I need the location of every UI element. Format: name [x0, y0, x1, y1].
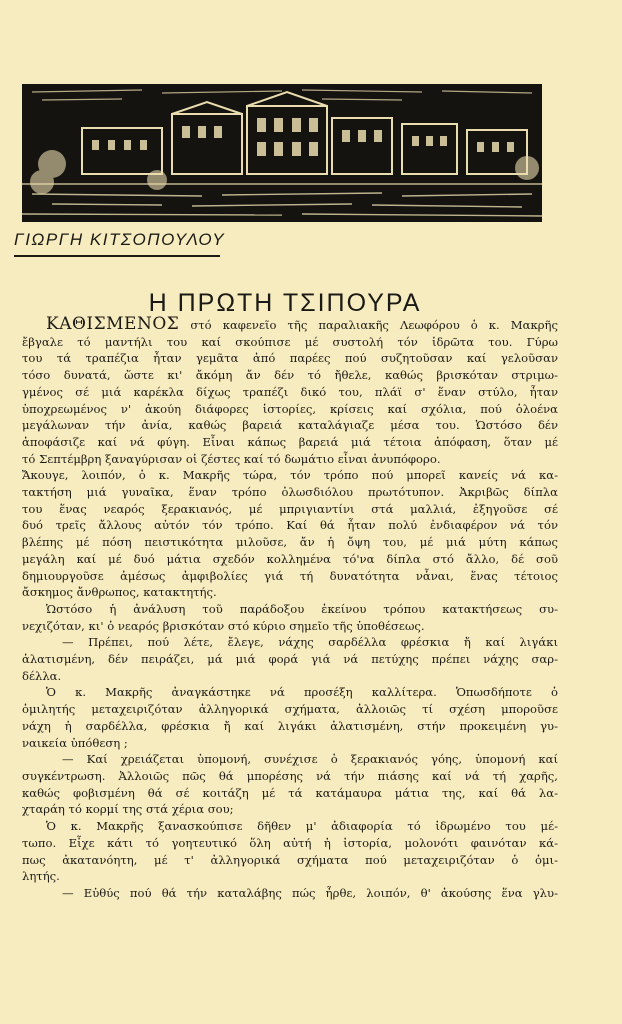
text-line: ἔβγαλε τό μαντήλι του καί σκούπισε μέ συστολή τόν ἱδρῶτα του. Γύρω — [22, 334, 558, 349]
text-line: του τά τραπέζια ἦταν γεμᾶτα ἀπό παρέες πού συζητοῦσαν καί γελοῦσαν — [22, 351, 558, 366]
author-underline — [14, 255, 220, 257]
text-line: γμένος σέ μιά καρέκλα δίχως τραπέζι δικό του, πλάϊ σ' ἕναν στύλο, ἦταν — [22, 384, 558, 399]
text-line: Ὁ κ. Μακρῆς ἀναγκάστηκε νά προσέξη καλλίτερα. Ὁπωσδήποτε ὁ — [46, 685, 558, 700]
woodcut-illustration — [22, 84, 542, 222]
text-line: χταράη τό κορμί της στά χέρια σου; — [22, 802, 234, 817]
story-title: Η ΠΡΩΤΗ ΤΣΙΠΟΥΡΑ — [148, 288, 422, 317]
text-line: — Πρέπει, πού λέτε, ἔλεγε, νάχης σαρδέλλα φρέσκια ἤ καί λιγάκι — [62, 635, 558, 650]
text-line: ἁλατισμένη, δέν πειράζει, μά μιά φορά γιά νά πετύχης πρέπει νάχης σαρ- — [22, 652, 558, 667]
text-line: μεγάλωναν τήν ἀνία, καθώς βαρειά καταλάγιαζε μέσα του. Ὡστόσο δέν — [22, 418, 558, 433]
text-line: ἀποφάσιζε καί νά φύγη. Εἶναι κάπως βαρειά μιά τέτοια ἀπόφαση, ὅταν μέ — [22, 434, 558, 449]
text-line: τόσο δυνατά, ὥστε κι' ἄκόμη ἄν δέν τό ἤθελε, καθώς βρισκόταν στριμω- — [22, 368, 558, 383]
text-line: συγκέντρωση. Ἀλλοιῶς πῶς θά μπορέσης νά τήν πιάσης καί νά τή χαρῆς, — [22, 768, 558, 783]
text-line: ὁμιλητής μεταχειριζόταν ἀλληγορικά σχήματα, ἀλλοιῶς τί σχέση μποροῦσε — [22, 702, 558, 717]
text-line: τό Σεπτέμβρη ξαναγύρισαν οἱ ζέστες καί τό δωμάτιο εἶναι ἀνυπόφορο. — [22, 451, 441, 466]
author-name: ΓΙΩΡΓΗ ΚΙΤΣΟΠΟΥΛΟΥ — [14, 230, 226, 249]
harbor-buildings-image — [22, 84, 542, 222]
drop-cap-word: ΚΑΘΙΣΜΕΝΟΣ — [46, 316, 180, 334]
text-line: Ὡστόσο ἡ ἀνάλυση τοῦ παράδοξου ἐκείνου τρόπου κατακτήσεως συ- — [46, 601, 558, 616]
text-line: νεχιζόταν, κι' ὁ νεαρός βρισκόταν στό κύριο σημεῖο τῆς ὑποθέσεως. — [22, 618, 425, 633]
text-line: καθώς φοβισμένη θά σέ κοιτάζη μέ τά κατάμαυρα μάτια της, καί θά λα- — [22, 785, 558, 800]
text-line: — Καί χρειάζεται ὑπομονή, συνέχισε ὁ ξερακιανός γόης, ὑπομονή καί — [62, 752, 558, 767]
text-line: τωπο. Εἶχε κάτι τό γοητευτικό ὅλη αὐτή ἡ ἱστορία, μολονότι φαινόταν κά- — [22, 835, 558, 850]
text-line: ναικεία ὑπόθεση ; — [22, 735, 128, 750]
text-line: του ἕνας νεαρός ξερακιανός, μέ μπριγιαντίνι στά μαλλιά, ἐξηγοῦσε σέ — [22, 501, 558, 516]
text-line: ἄσκημος ἄνθρωπος, κατακτητής. — [22, 585, 217, 600]
story-body — [22, 316, 558, 902]
text-line: λητής. — [22, 869, 60, 884]
text-line: Ἄκουγε, λοιπόν, ὁ κ. Μακρῆς τώρα, τόν τρόπο πού μπορεῖ κανείς νά κα- — [22, 468, 558, 483]
text-line: ΚΑΘΙΣΜΕΝΟΣ στό καφενεῖο τῆς παραλιακῆς Λεωφόρου ὁ κ. Μακρῆς — [46, 316, 558, 334]
text-line: νάχη ἡ σαρδέλλα, φρέσκια ἤ καί λιγάκι ἁλατισμένη, στήν προκειμένη γυ- — [22, 718, 558, 733]
text-line: πως ἀκατανόητη, μέ τ' ἀλληγορικά σχήματα πού μεταχειριζόταν ὁ ὁμι- — [22, 852, 558, 867]
text-line: τακτήση μιά γυναῖκα, ἕναν τρόπο ὁλωσδιόλου πρωτότυπον. Ἀκριβῶς δίπλα — [22, 485, 558, 500]
text-line: ὑποχρεωμένος ν' ἀκούη διάφορες ἱστορίες, κρίσεις καί σχόλια, πού ὁλοένα — [22, 401, 558, 416]
text-line: δέλλα. — [22, 668, 62, 683]
text-line: βλέπης μέ πόση πειστικότητα μιλοῦσε, ἄν ἡ ὄψη του, μέ μιά μύτη κάπως — [22, 535, 558, 550]
text-line: Ὁ κ. Μακρῆς ξανασκούπισε δῆθεν μ' ἀδιαφορία τό ἱδρωμένο του μέ- — [46, 819, 558, 834]
text-line: μεγάλη καί μέ δυό μάτια σχεδόν κολλημένα τό'να δίπλα στό ἄλλο, δέ σοῦ — [22, 551, 558, 566]
text-line: δυό τρεῖς ἄλλους αὐτόν τόν τρόπο. Καί θά ἦταν πολύ ἐνδιαφέρον νά τόν — [22, 518, 558, 533]
text-line: — Εὐθύς πού θά τήν καταλάβης πώς ἦρθε, λοιπόν, θ' ἀκούσης ἕνα γλυ- — [62, 885, 558, 900]
text-line: δημιουργοῦσε ἀμέσως ἀμφιβολίες γιά τή δυνατότητα νἆναι, ἕνας τέτοιος — [22, 568, 558, 583]
